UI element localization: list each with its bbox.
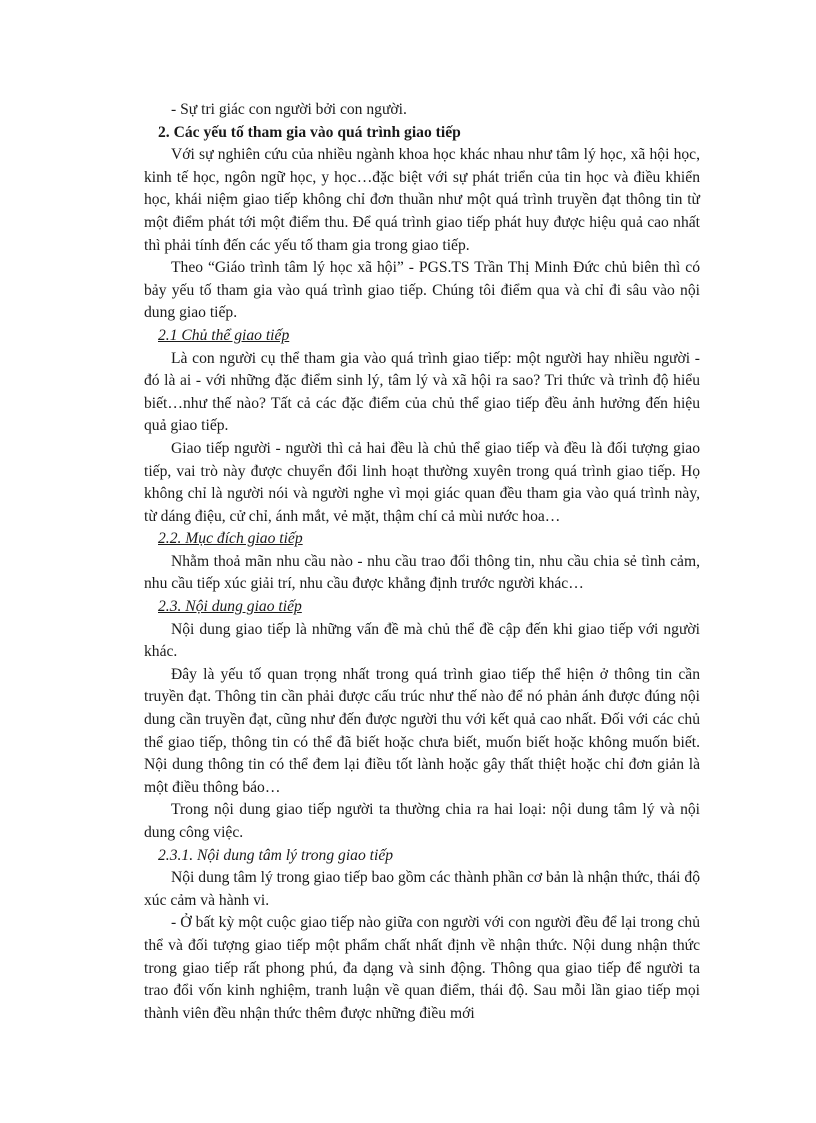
paragraph: Theo “Giáo trình tâm lý học xã hội” - PGS.TS Trần Thị Minh Đức chủ biên thì có bảy yếu tố tham gia vào quá trình giao tiếp. Chúng tôi điểm qua và chỉ đi sâu vào nội dung giao tiếp. [144, 259, 700, 322]
subsection-heading [144, 528, 700, 551]
subsection-heading-text: 2.3. Nội dung giao tiếp [158, 598, 302, 616]
paragraph: Với sự nghiên cứu của nhiều ngành khoa học khác nhau như tâm lý học, xã hội học, kinh tế học, ngôn ngữ học, y học…đặc biệt với sự phát triển của tin học và điều khiển học, khái niệm giao tiếp không chỉ đơn thuần như một quá trình truyền đạt thông tin từ một điểm phát tới một điểm thu. Để quá trình giao tiếp phát huy được hiệu quả cao nhất thì phải tính đến các yếu tố tham gia trong giao tiếp. [144, 146, 700, 254]
paragraph-intro-bullet: - Sự tri giác con người bởi con người. [171, 101, 407, 118]
paragraph: Trong nội dung giao tiếp người ta thường chia ra hai loại: nội dung tâm lý và nội dung công việc. [144, 801, 700, 841]
paragraph: Nội dung giao tiếp là những vấn đề mà chủ thể đề cập đến khi giao tiếp với người khác. [144, 620, 700, 661]
paragraph: Đây là yếu tố quan trọng nhất trong quá trình giao tiếp thể hiện ở thông tin cần truyền đạt. Thông tin cần phải được cấu trúc như thế nào để nó phản ánh được đúng nội dung cần truyền đạt, cũng như đến được người thu với kết quả cao nhất. Đối với các chủ thể giao tiếp, thông tin có thể đã biết hoặc chưa biết, muốn biết hoặc không muốn biết. Nội dung thông tin có thể đem lại điều tốt lành hoặc gây thất thiệt hoặc chỉ đơn giản là một điều thông báo… [144, 665, 700, 796]
subsubsection-heading [144, 845, 700, 868]
subsection-heading-text: 2.1 Chủ thể giao tiếp [158, 326, 290, 344]
subsection-heading [144, 325, 700, 348]
subsubsection-heading-text: 2.3.1. Nội dung tâm lý trong giao tiếp [158, 846, 394, 864]
paragraph: Giao tiếp người - người thì cả hai đều là chủ thể giao tiếp và đều là đối tượng giao tiếp, vai trò này được chuyển đổi linh hoạt thường xuyên trong quá trình giao tiếp. Họ không chỉ là người nói và người nghe vì mọi giác quan đều tham gia vào quá trình này, từ dáng điệu, cử chỉ, ánh mắt, vẻ mặt, thậm chí cả mùi nước hoa… [144, 439, 700, 525]
paragraph: Nhằm thoả mãn nhu cầu nào - nhu cầu trao đổi thông tin, nhu cầu chia sẻ tình cảm, nhu cầu tiếp xúc giải trí, nhu cầu được khẳng định trước người khác… [144, 552, 700, 593]
paragraph: Là con người cụ thể tham gia vào quá trình giao tiếp: một người hay nhiều người - đó là ai - với những đặc điểm sinh lý, tâm lý và xã hội ra sao? Tri thức và trình độ hiểu biết…như thế nào? Tất cả các đặc điểm của chủ thể giao tiếp đều ảnh hưởng đến hiệu quả giao tiếp. [144, 349, 700, 435]
subsection-heading [144, 596, 700, 619]
document-body [144, 99, 700, 1025]
section-heading: 2. Các yếu tố tham gia vào quá trình giao tiếp [158, 123, 461, 141]
paragraph: Nội dung tâm lý trong giao tiếp bao gồm các thành phần cơ bản là nhận thức, thái độ xúc cảm và hành vi. [144, 869, 700, 909]
subsection-heading-text: 2.2. Mục đích giao tiếp [158, 530, 303, 548]
paragraph: - Ở bất kỳ một cuộc giao tiếp nào giữa con người với con người đều để lại trong chủ thể và đối tượng giao tiếp một phẩm chất nhất định về nhận thức. Nội dung nhận thức trong giao tiếp rất phong phú, đa dạng và sinh động. Thông qua giao tiếp để người ta trao đổi vốn kinh nghiệm, tranh luận về quan điểm, thái độ. Sau mỗi lần giao tiếp mọi thành viên đều nhận thức thêm được những điều mới [144, 914, 700, 1022]
